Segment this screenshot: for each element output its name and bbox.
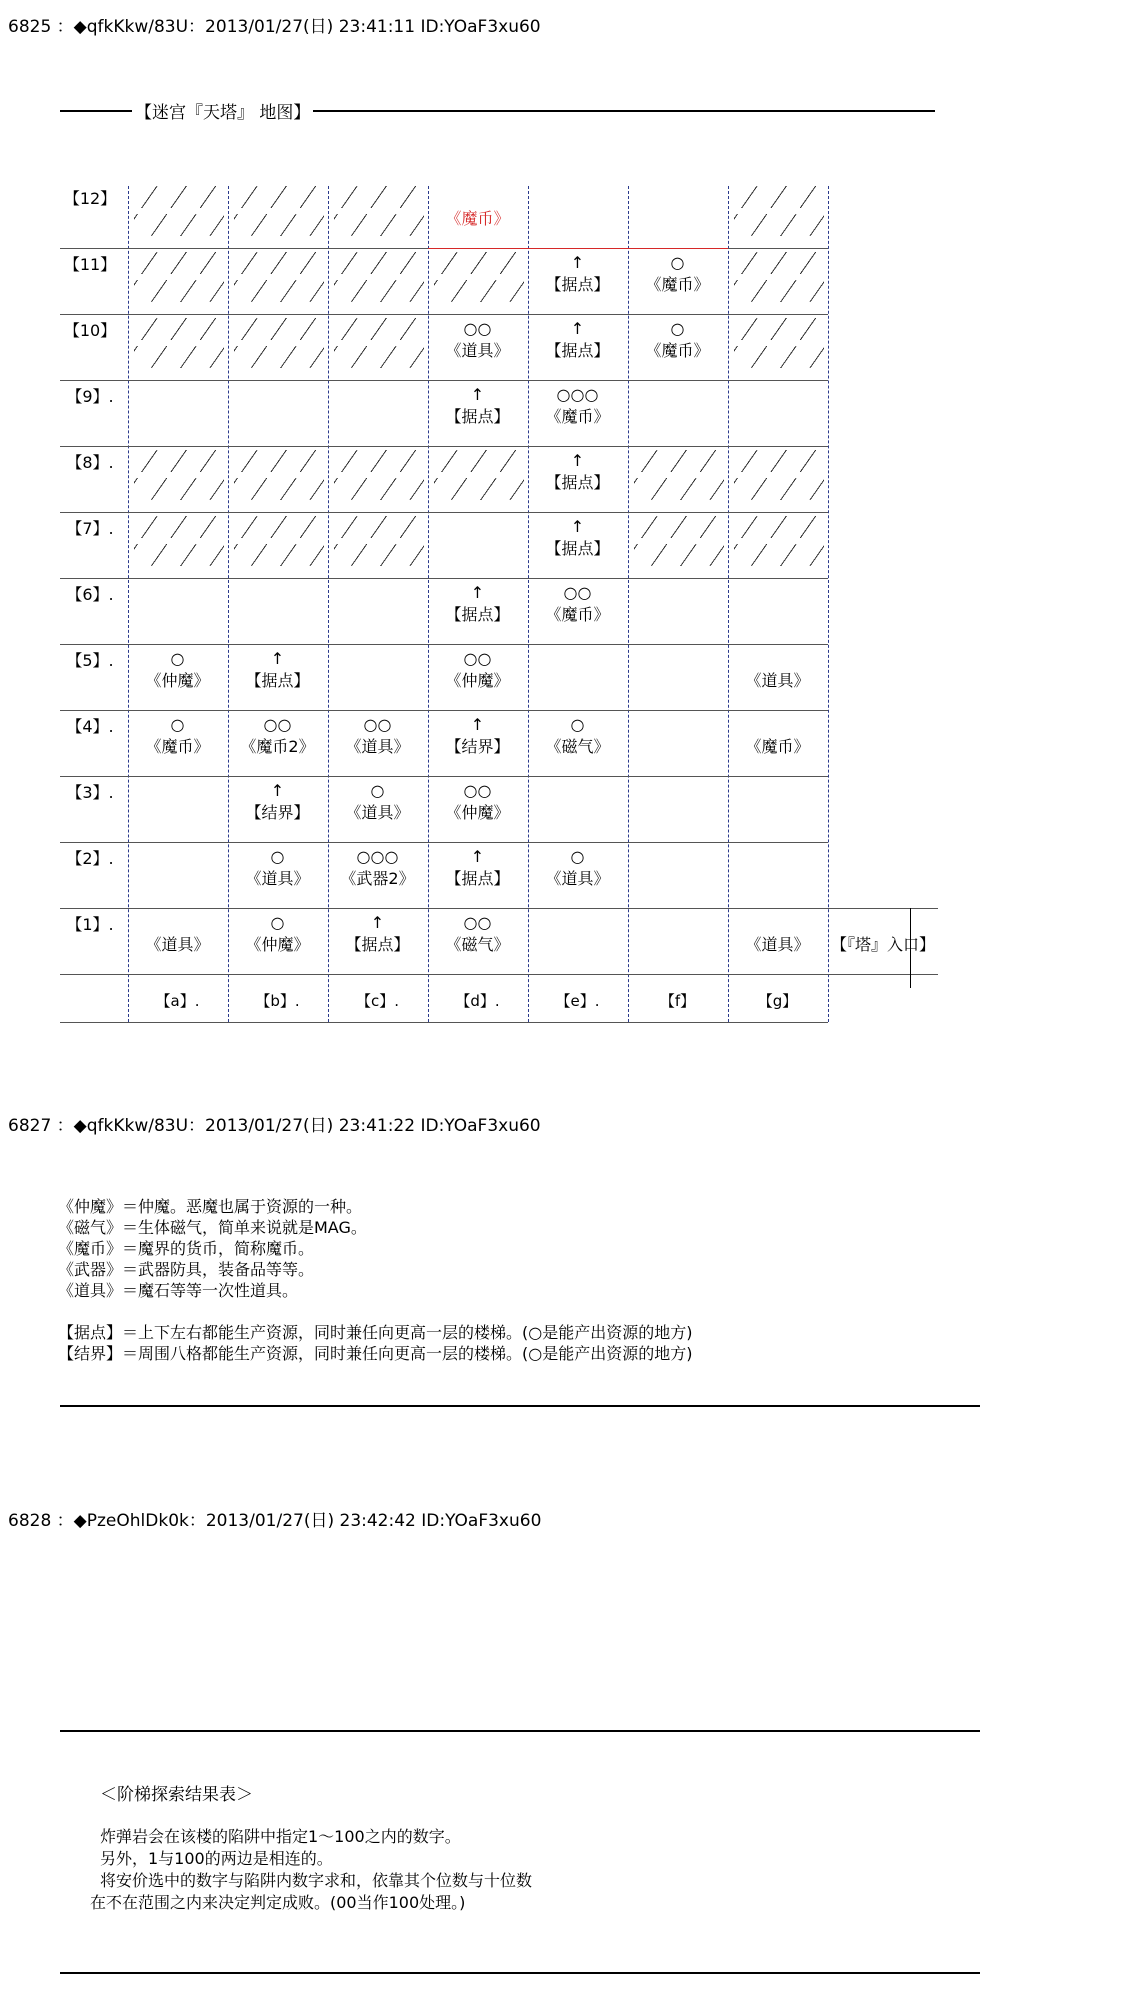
notes-title: ＜阶梯探索结果表＞	[100, 1785, 253, 1805]
cell-label: 【据点】	[445, 605, 510, 624]
row-divider	[60, 710, 828, 711]
cell-marker: ↑	[570, 253, 585, 272]
map-cell	[428, 714, 527, 758]
legend-line: 《魔币》＝魔界的货币，简称魔币。	[58, 1239, 315, 1258]
cell-marker: ↑	[570, 451, 585, 470]
row-label: 【4】.	[66, 717, 114, 736]
map-cell	[528, 714, 627, 758]
map-cell	[428, 846, 527, 890]
map-cell	[528, 318, 627, 362]
cell-label: 【结界】	[245, 803, 310, 822]
blocked-cell	[334, 450, 424, 500]
blocked-cell	[234, 186, 324, 236]
map-cell	[528, 582, 627, 626]
cell-label: 《魔币》	[445, 209, 510, 228]
cell-marker: ↑	[370, 913, 385, 932]
map-cell	[528, 516, 627, 560]
blocked-cell	[234, 252, 324, 302]
legend-line: 《仲魔》＝仲魔。恶魔也属于资源的一种。	[58, 1197, 363, 1216]
blocked-cell	[734, 252, 824, 302]
cell-marker	[728, 912, 827, 934]
blocked-cell	[234, 318, 324, 368]
map-cell	[528, 450, 627, 494]
cell-marker: ○	[170, 649, 185, 668]
notes-line: 在不在范围之内来决定判定成败。(00当作100处理。)	[90, 1893, 466, 1912]
map-cell	[328, 846, 427, 890]
map-cell	[728, 648, 827, 692]
row-divider	[60, 644, 828, 645]
post-header: 6827 ：◆qfkKkw/83U：2013/01/27(日) 23:41:22 ID:YOaF3xu60	[8, 1116, 541, 1136]
blocked-cell	[134, 516, 224, 566]
cell-marker: ○	[570, 715, 585, 734]
notes-body	[90, 1826, 533, 1914]
cell-label: 《魔币》	[645, 275, 710, 294]
post-header: 6828 ：◆PzeOhlDk0k：2013/01/27(日) 23:42:42 ID:YOaF3xu60	[8, 1511, 542, 1531]
row-label: 【5】.	[66, 651, 114, 670]
cell-marker	[428, 186, 527, 208]
row-divider	[60, 314, 828, 315]
blocked-cell	[134, 186, 224, 236]
legend-line: 《武器》＝武器防具，装备品等等。	[58, 1260, 315, 1279]
cell-marker: ○	[570, 847, 585, 866]
blocked-cell	[734, 186, 824, 236]
notes-line: 炸弹岩会在该楼的陷阱中指定1～100之内的数字。	[100, 1827, 461, 1846]
blocked-cell	[734, 450, 824, 500]
column-divider	[128, 186, 129, 1022]
cell-marker: ↑	[470, 715, 485, 734]
cell-label: 《道具》	[345, 803, 410, 822]
cell-marker: ↑	[470, 385, 485, 404]
row-label: 【9】.	[66, 387, 114, 406]
cell-label: 《仲魔》	[445, 671, 510, 690]
cell-label: 《道具》	[345, 737, 410, 756]
row-label: 【8】.	[66, 453, 114, 472]
row-label: 【10】	[63, 321, 117, 340]
map-cell	[428, 384, 527, 428]
cell-label: 【据点】	[545, 539, 610, 558]
map-cell	[228, 714, 327, 758]
map-cell	[428, 582, 527, 626]
map-cell	[728, 912, 827, 956]
map-cell	[528, 384, 627, 428]
column-label: 【f】	[659, 992, 696, 1010]
row-label: 【1】.	[66, 915, 114, 934]
cell-label: 《魔币》	[745, 737, 810, 756]
column-label: 【e】.	[555, 992, 600, 1010]
cell-label: 《仲魔》	[245, 935, 310, 954]
cell-label: 《魔币》	[645, 341, 710, 360]
cell-marker: ↑	[270, 649, 285, 668]
post-header: 6825 ：◆qfkKkw/83U：2013/01/27(日) 23:41:11 ID:YOaF3xu60	[8, 17, 541, 37]
blocked-cell	[334, 186, 424, 236]
row-label: 【3】.	[66, 783, 114, 802]
row-label: 【12】	[63, 189, 117, 208]
map-cell	[128, 912, 227, 956]
map-title-text: 【迷宫『天塔』 地图】	[132, 98, 313, 123]
cell-marker	[128, 912, 227, 934]
cell-label: 《道具》	[445, 341, 510, 360]
map-cell	[628, 252, 727, 296]
cell-marker: ↑	[270, 781, 285, 800]
cell-marker: ○○	[463, 649, 492, 668]
cell-marker: ○○	[463, 913, 492, 932]
cell-label: 《道具》	[745, 671, 810, 690]
divider	[60, 1972, 980, 1974]
map-cell	[128, 714, 227, 758]
cell-marker: ○	[670, 253, 685, 272]
row-divider	[60, 446, 828, 447]
column-label: 【c】.	[355, 992, 399, 1010]
cell-marker: ↑	[570, 319, 585, 338]
blocked-cell	[434, 450, 524, 500]
column-label: 【a】.	[155, 992, 200, 1010]
column-divider	[728, 186, 729, 1022]
cell-label: 【据点】	[545, 341, 610, 360]
row-divider	[60, 776, 828, 777]
divider	[60, 1405, 980, 1407]
blocked-cell	[634, 450, 724, 500]
map-cell	[528, 846, 627, 890]
cell-marker: ○○○	[556, 385, 599, 404]
cell-label: 【据点】	[545, 275, 610, 294]
blocked-cell	[434, 252, 524, 302]
row-divider	[60, 512, 828, 513]
blocked-cell	[334, 252, 424, 302]
legend-line: 《道具》＝魔石等等一次性道具。	[58, 1281, 299, 1300]
cell-label: 《道具》	[545, 869, 610, 888]
map-cell	[428, 780, 527, 824]
cell-label: 《魔币》	[145, 737, 210, 756]
divider	[60, 1730, 980, 1732]
column-label: 【d】.	[455, 992, 500, 1010]
column-label: 【b】.	[255, 992, 300, 1010]
cell-label: 【据点】	[445, 869, 510, 888]
cell-marker: ○	[170, 715, 185, 734]
cell-label: 【结界】	[445, 737, 510, 756]
cell-label: 《道具》	[245, 869, 310, 888]
blocked-cell	[234, 450, 324, 500]
map-cell	[428, 912, 527, 956]
cell-label: 《武器2》	[340, 869, 415, 888]
map-cell	[428, 318, 527, 362]
cell-marker: ○○	[263, 715, 292, 734]
map-cell	[228, 780, 327, 824]
cell-marker: ○○	[463, 781, 492, 800]
notes-line: 将安价选中的数字与陷阱内数字求和，依靠其个位数与十位数	[100, 1871, 533, 1890]
row-divider	[60, 380, 828, 381]
blocked-cell	[234, 516, 324, 566]
blocked-cell	[134, 450, 224, 500]
row-divider	[60, 908, 938, 909]
cell-marker	[728, 714, 827, 736]
cell-label: 《道具》	[745, 935, 810, 954]
cell-marker	[728, 648, 827, 670]
map-cell	[228, 912, 327, 956]
cell-marker: ○	[270, 847, 285, 866]
legend	[58, 1196, 692, 1364]
legend-line: 《磁气》＝生体磁气，简单来说就是MAG。	[58, 1218, 367, 1237]
column-divider	[828, 186, 829, 1022]
map-cell	[128, 648, 227, 692]
legend-line: 【结界】＝周围八格都能生产资源，同时兼任向更高一层的楼梯。(○是能产出资源的地方)	[58, 1344, 693, 1363]
row-label: 【2】.	[66, 849, 114, 868]
column-label: 【g】	[757, 992, 798, 1010]
row-divider	[60, 578, 828, 579]
map-cell	[228, 846, 327, 890]
cell-marker: ○○	[563, 583, 592, 602]
cell-marker: ↑	[570, 517, 585, 536]
highlight-line	[428, 248, 728, 249]
map-cell	[628, 318, 727, 362]
cell-label: 《魔币》	[545, 407, 610, 426]
row-label: 【7】.	[66, 519, 114, 538]
cell-label: 《磁气》	[445, 935, 510, 954]
cell-marker: ○	[670, 319, 685, 338]
entrance-label: 【『塔』入口】	[830, 935, 935, 954]
cell-marker: ○	[370, 781, 385, 800]
column-divider	[628, 186, 629, 1022]
cell-label: 【据点】	[545, 473, 610, 492]
blocked-cell	[134, 318, 224, 368]
cell-label: 【据点】	[245, 671, 310, 690]
blocked-cell	[734, 516, 824, 566]
cell-marker: ○○	[363, 715, 392, 734]
map-cell	[328, 780, 427, 824]
map-cell	[428, 186, 527, 230]
cell-label: 【据点】	[345, 935, 410, 954]
row-divider	[60, 974, 938, 975]
map-cell	[428, 648, 527, 692]
cell-label: 《仲魔》	[145, 671, 210, 690]
cell-marker: ○	[270, 913, 285, 932]
cell-label: 《仲魔》	[445, 803, 510, 822]
legend-line	[58, 1301, 692, 1322]
blocked-cell	[134, 252, 224, 302]
row-divider	[60, 842, 828, 843]
row-divider	[60, 1022, 828, 1023]
blocked-cell	[334, 516, 424, 566]
cell-label: 《魔币》	[545, 605, 610, 624]
cell-label: 《磁气》	[545, 737, 610, 756]
cell-label: 《道具》	[145, 935, 210, 954]
map-cell	[728, 714, 827, 758]
map-cell	[328, 714, 427, 758]
cell-label: 【据点】	[445, 407, 510, 426]
notes-line: 另外，1与100的两边是相连的。	[100, 1849, 333, 1868]
cell-marker: ↑	[470, 583, 485, 602]
cell-label: 《魔币2》	[240, 737, 315, 756]
cell-marker: ↑	[470, 847, 485, 866]
column-divider	[228, 186, 229, 1022]
blocked-cell	[734, 318, 824, 368]
cell-marker: ○○	[463, 319, 492, 338]
row-label: 【11】	[63, 255, 117, 274]
blocked-cell	[334, 318, 424, 368]
map-cell	[528, 252, 627, 296]
legend-line: 【据点】＝上下左右都能生产资源，同时兼任向更高一层的楼梯。(○是能产出资源的地方)	[58, 1323, 693, 1342]
map-cell	[228, 648, 327, 692]
entrance-divider	[910, 908, 911, 988]
column-divider	[328, 186, 329, 1022]
map-cell	[328, 912, 427, 956]
blocked-cell	[634, 516, 724, 566]
map-title	[60, 98, 935, 124]
row-label: 【6】.	[66, 585, 114, 604]
cell-marker: ○○○	[356, 847, 399, 866]
